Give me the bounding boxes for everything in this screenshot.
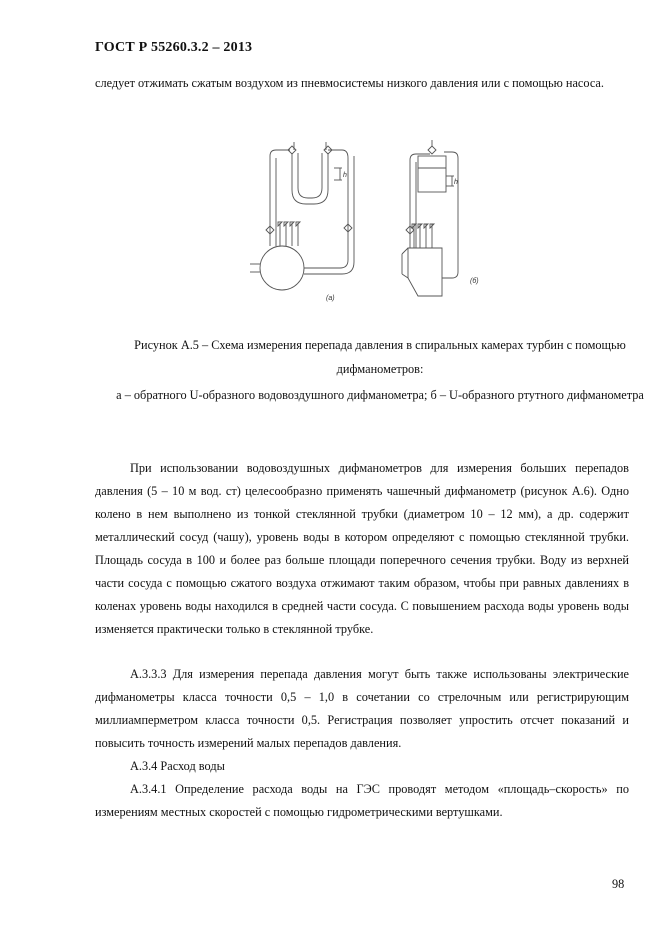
- document-header: ГОСТ Р 55260.3.2 – 2013: [95, 40, 253, 55]
- figure-caption-title: Рисунок А.5 – Схема измерения перепада давления в спиральных камерах турбин с помощью дифманометров:: [134, 338, 626, 376]
- height-label-b: h: [454, 179, 458, 186]
- spiral-chamber-b: [408, 248, 442, 296]
- intro-paragraph: следует отжимать сжатым воздухом из пневмосистемы низкого давления или с помощью насоса.: [95, 76, 604, 90]
- figure-label-b: (б): [470, 278, 479, 285]
- page-number: 98: [612, 877, 625, 891]
- body-paragraph-1: При использовании водовоздушных дифманометров для измерения больших перепадов давления (5 – 10 м вод. ст) целесообразно применять чашечный дифманометр (рисунок А.6). Одно колено в нем выполнено из тонкой стеклянной трубки (диаметром 10 – 12 мм), а др. содержит металлический сосуд (чашу), уровень воды в котором определяют с помощью стеклянной трубки. Площадь сосуда в 100 и более раз больше площади поперечного сечения трубки. Воду из верхней части сосуда с помощью сжатого воздуха отжимают таким образом, чтобы при равных давлениях в коленах уровень воды находился в средней части сосуда. С повышением расхода воды уровень воды изменяется практически только в стеклянной трубке.: [95, 461, 629, 636]
- figure-label-a: (а): [326, 295, 335, 302]
- body-paragraph-2: А.3.3.3 Для измерения перепада давления могут быть также использованы электрические дифманометры класса точности 0,5 – 1,0 в сочетании со стрелочным или регистрирующим миллиамперметром класса точности 0,5. Регистрация позволяет упростить отсчет показаний и повысить точность измерений малых перепадов давления.: [95, 667, 629, 750]
- manometer-schematic: [230, 128, 500, 308]
- height-label-a: h: [343, 172, 347, 179]
- spiral-chamber-a: [260, 246, 304, 290]
- section-heading: А.3.4 Расход воды: [130, 759, 225, 773]
- figure-caption-legend: а – обратного U-образного водовоздушного дифманометра; б – U-образного ртутного дифманометра: [116, 388, 644, 402]
- figure-diagram: [230, 128, 500, 308]
- body-paragraph-3: А.3.4.1 Определение расхода воды на ГЭС проводят методом «площадь–скорость» по измерениям местных скоростей с помощью гидрометрическими вертушками.: [95, 782, 629, 819]
